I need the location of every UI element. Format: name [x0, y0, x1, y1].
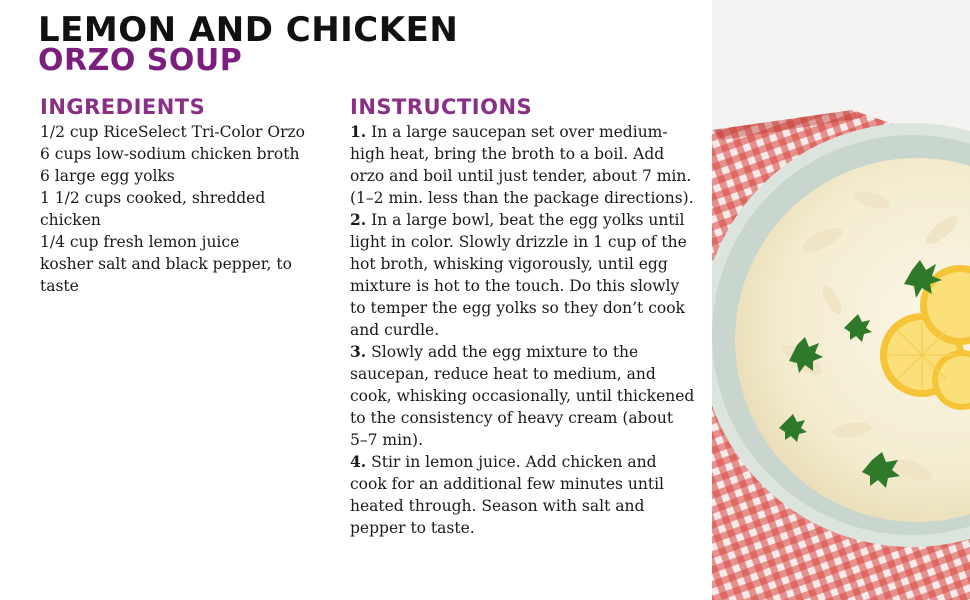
instructions-list: [350, 121, 695, 539]
soup-pot-photo: [712, 0, 970, 600]
ingredient-item: 1/2 cup RiceSelect Tri-Color Orzo: [40, 123, 305, 141]
step-number: 1.: [350, 122, 367, 141]
step-number: 2.: [350, 210, 367, 229]
ingredient-item: 6 cups low-sodium chicken broth: [40, 145, 300, 163]
step-text: Slowly add the egg mixture to the saucepan, reduce heat to medium, and cook, whisking occasionally, until thickened to the consistency of heavy cream (about 5–7 min).: [350, 343, 695, 449]
step-text: In a large saucepan set over medium-high heat, bring the broth to a boil. Add orzo and boil until just tender, about 7 min. (1–2 min. less than the package directions).: [350, 123, 694, 207]
ingredient-item: 6 large egg yolks: [40, 167, 175, 185]
instructions-heading: INSTRUCTIONS: [350, 95, 533, 119]
ingredient-item: 1/4 cup fresh lemon juice: [40, 233, 240, 251]
recipe-title-line2: ORZO SOUP: [38, 43, 243, 78]
step-number: 3.: [350, 342, 367, 361]
step-text: In a large bowl, beat the egg yolks until light in color. Slowly drizzle in 1 cup of the hot broth, whisking vigorously, until egg mixture is hot to the touch. Do this slowly to temper the egg yolks so they don’t cook and curdle.: [350, 211, 687, 339]
ingredients-heading: INGREDIENTS: [40, 95, 206, 119]
instruction-step: [350, 121, 695, 209]
step-number: 4.: [350, 452, 367, 471]
step-text: Stir in lemon juice. Add chicken and cook for an additional few minutes until heated through. Season with salt and pepper to taste.: [350, 453, 665, 537]
ingredients-list: [40, 121, 310, 297]
instruction-step: [350, 209, 695, 341]
instruction-step: [350, 451, 695, 539]
recipe-title-line1: LEMON AND CHICKEN: [38, 10, 459, 50]
instruction-step: [350, 341, 695, 451]
ingredient-item: 1 1/2 cups cooked, shredded chicken: [40, 189, 266, 229]
ingredient-item: kosher salt and black pepper, to taste: [40, 255, 292, 295]
